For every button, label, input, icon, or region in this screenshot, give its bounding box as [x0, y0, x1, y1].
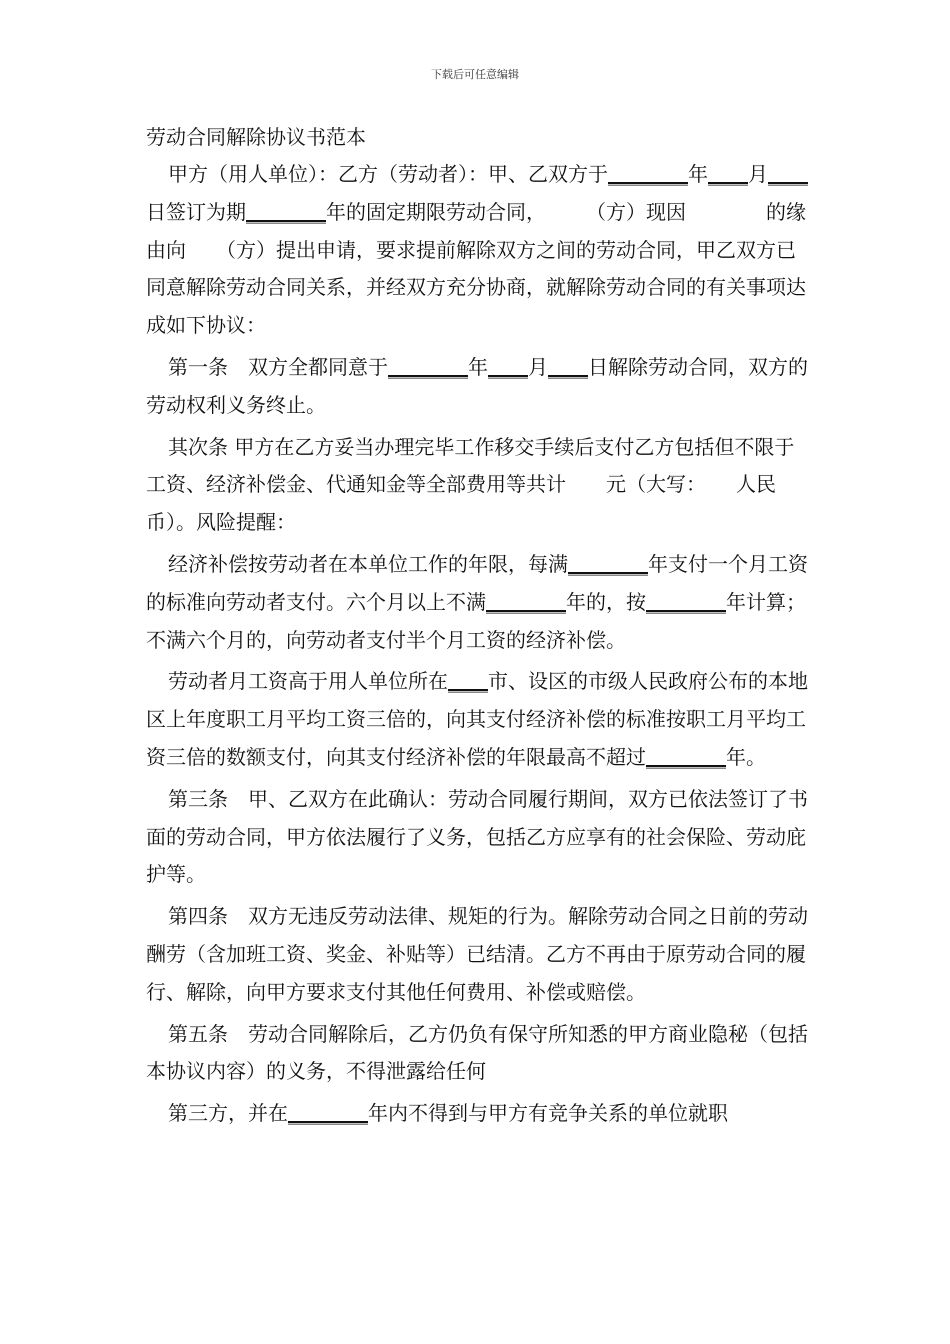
blank-underline: ________: [486, 589, 566, 614]
paragraph: [146, 156, 808, 345]
paragraph-text: 第四条 双方无违反劳动法律、规矩的行为。解除劳动合同之日前的劳动酬劳（含加班工资、奖金、补贴等）已结清。乙方不再由于原劳动合同的履行、解除，向甲方要求支付其他任何费用、补偿或赔偿。: [146, 904, 808, 1004]
paragraph-text: 第三方，并在: [168, 1101, 288, 1126]
paragraph-text: 经济补偿按劳动者在本单位工作的年限，每满: [168, 551, 568, 576]
paragraph: [146, 663, 808, 776]
blank-underline: ____: [548, 354, 588, 379]
blank-underline: ________: [646, 589, 726, 614]
paragraph: [146, 546, 808, 659]
paragraph-text: 劳动者月工资高于用人单位所在: [168, 669, 448, 694]
paragraph: [146, 898, 808, 1011]
paragraph-text: 年: [688, 162, 708, 186]
blank-underline: ____: [708, 162, 748, 186]
blank-underline: ________: [568, 551, 648, 576]
blank-underline: ________: [288, 1101, 368, 1126]
blank-underline: ________: [388, 354, 468, 379]
blank-underline: ________: [646, 744, 726, 769]
paragraph-text: 年的，按: [566, 589, 646, 614]
paragraph-text: 第三条 甲、乙双方在此确认：劳动合同履行期间，双方已依法签订了书面的劳动合同，甲方依法履行了义务，包括乙方应享有的社会保险、劳动庇护等。: [146, 786, 808, 887]
paragraph: [146, 1095, 808, 1133]
paragraph-text: 甲方（用人单位）：乙方（劳动者）：甲、乙双方于: [168, 162, 608, 186]
paragraph-text: 年计算；不满六个月的，向劳动者支付半个月工资的经济补偿。: [146, 589, 806, 652]
document-body: [146, 118, 808, 1137]
paragraph-text: 其次条 甲方在乙方妥当办理完毕工作移交手续后支付乙方包括但不限于工资、经济补偿金、代通知金等全部费用等共计 元（大写： 人民币）。风险提醒：: [146, 434, 795, 535]
blank-underline: ____: [768, 162, 808, 186]
paragraph-text: 年支付一个月工资的标准向劳动者支付。六个月以上不满: [146, 551, 808, 614]
paragraph-text: 日签订为期: [146, 199, 246, 224]
paragraph-text: 年: [468, 354, 488, 379]
paragraph: [146, 429, 808, 542]
paragraph-text: 月: [528, 354, 548, 379]
paragraph-text: 市、设区的市级人民政府公布的本地区上年度职工月平均工资三倍的，向其支付经济补偿的标准按职工月平均工资三倍的数额支付，向其支付经济补偿的年限最高不超过: [146, 669, 808, 769]
paragraph-list: [146, 156, 808, 1133]
paragraph-text: 第一条 双方全都同意于: [168, 354, 388, 379]
paragraph-text: 年。: [726, 744, 766, 769]
paragraph: [146, 781, 808, 894]
paragraph-text: 年内不得到与甲方有竞争关系的单位就职: [368, 1101, 728, 1126]
paragraph-text: 日解除劳动合同，双方的劳动权利义务终止。: [146, 354, 808, 417]
blank-underline: ____: [448, 669, 488, 694]
paragraph-text: 月: [748, 162, 768, 186]
page-header: 下载后可任意编辑: [431, 68, 519, 81]
paragraph: [146, 349, 808, 425]
blank-underline: ________: [608, 162, 688, 186]
blank-underline: ____: [488, 354, 528, 379]
document-title: 劳动合同解除协议书范本: [146, 125, 366, 149]
paragraph-text: 年的固定期限劳动合同， （方）现因 的缘由向 （方）提出申请，要求提前解除双方之间的劳动合同，甲乙双方已同意解除劳动合同关系，并经双方充分协商，就解除劳动合同的有关事项达成如下协议：: [146, 199, 806, 338]
paragraph-text: 第五条 劳动合同解除后，乙方仍负有保守所知悉的甲方商业隐秘（包括本协议内容）的义务，不得泄露给任何: [146, 1021, 808, 1084]
blank-underline: ________: [246, 199, 326, 224]
paragraph: [146, 1016, 808, 1092]
